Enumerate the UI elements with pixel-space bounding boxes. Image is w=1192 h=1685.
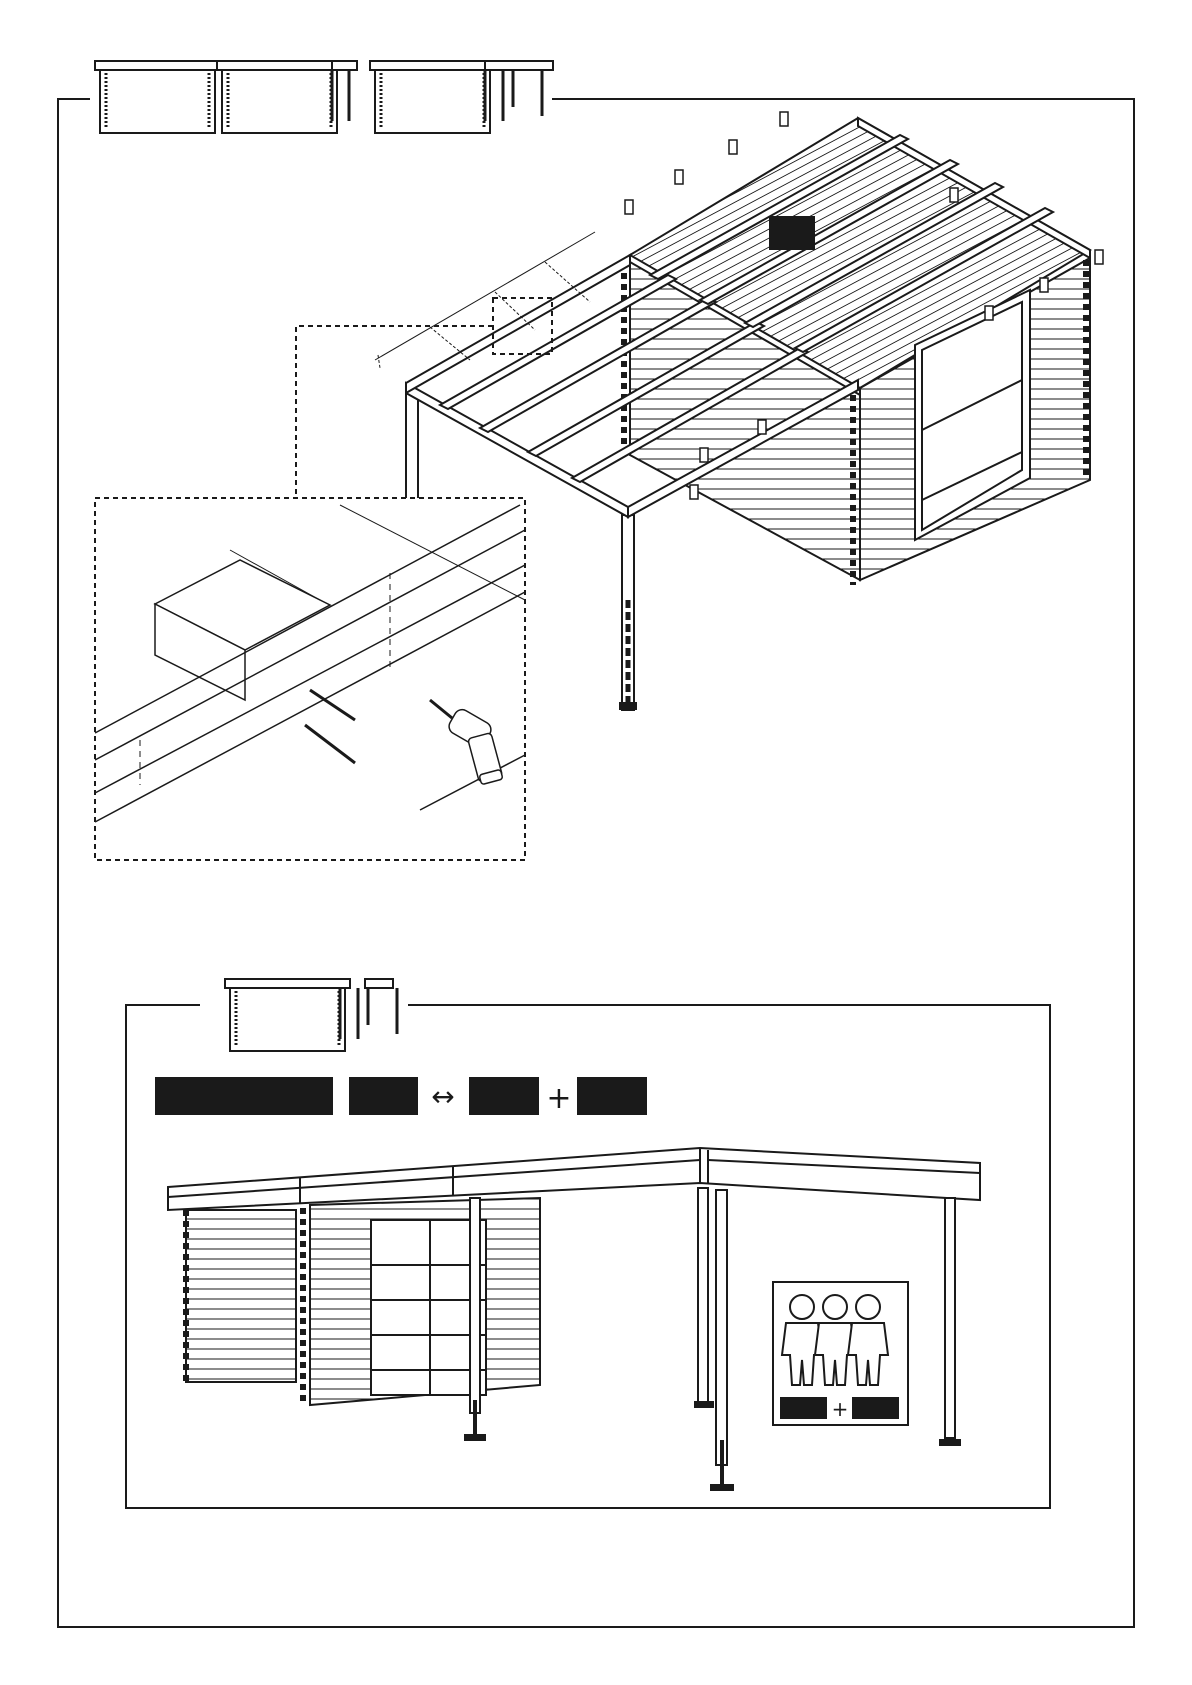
shed-variant-2-icon	[225, 979, 397, 1051]
shed-variant-2-icon	[217, 61, 357, 133]
shed-variant-3-icon	[370, 61, 553, 133]
shed-variant-1-icon	[95, 61, 220, 133]
part-label-4	[577, 1077, 647, 1115]
exchange-operator: ↔	[431, 1080, 455, 1113]
plus-operator: +	[546, 1081, 572, 1116]
people-plus-operator: +	[831, 1397, 849, 1421]
part-label-1	[155, 1077, 333, 1115]
part-label-2	[349, 1077, 418, 1115]
part-label-3	[469, 1077, 539, 1115]
detail-zoom-box	[95, 498, 525, 860]
